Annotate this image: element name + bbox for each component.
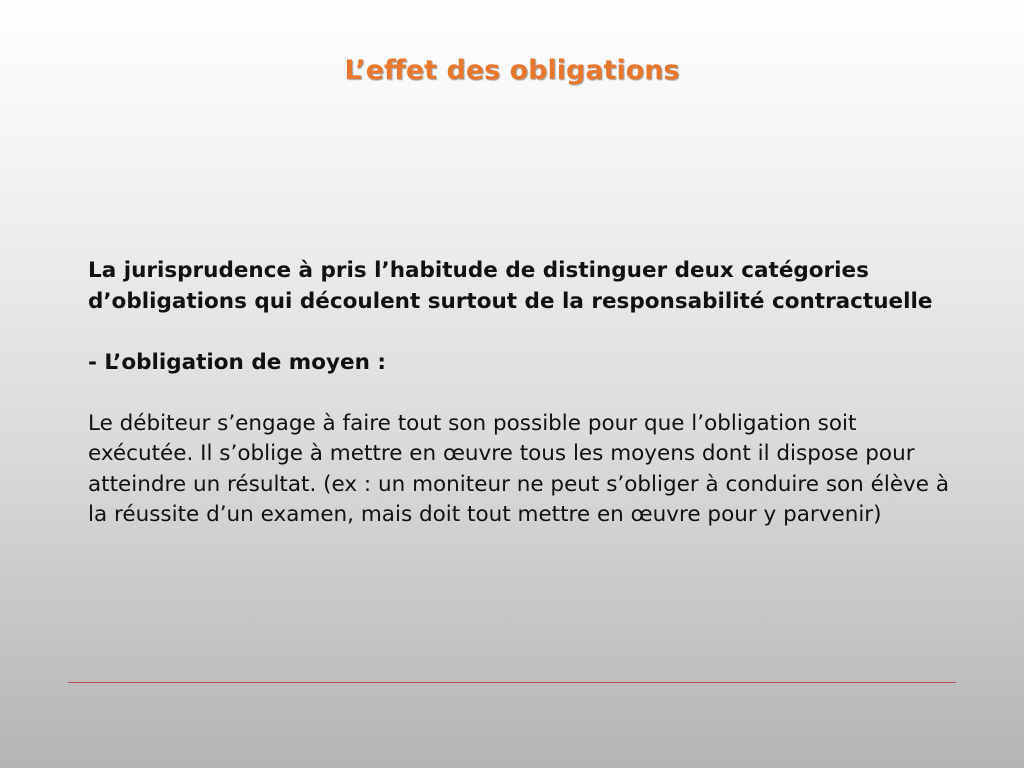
- obligation-heading: - L’obligation de moyen :: [88, 349, 386, 375]
- intro-paragraph: La jurisprudence à pris l’habitude de distinguer deux catégories d’obligations qui découlent surtout de la responsabilité contractuelle: [88, 258, 933, 314]
- obligation-explanation: Le débiteur s’engage à faire tout son possible pour que l’obligation soit exécutée. Il s’oblige à mettre en œuvre tous les moyens dont il dispose pour atteindre un résultat. (ex : un moniteur ne peut s’obliger à conduire son élève à la réussite d’un examen, mais doit tout mettre en œuvre pour y parvenir): [88, 410, 950, 527]
- slide-body: [88, 256, 958, 531]
- footer-divider: [68, 682, 956, 683]
- slide-title: L’effet des obligations: [344, 55, 680, 86]
